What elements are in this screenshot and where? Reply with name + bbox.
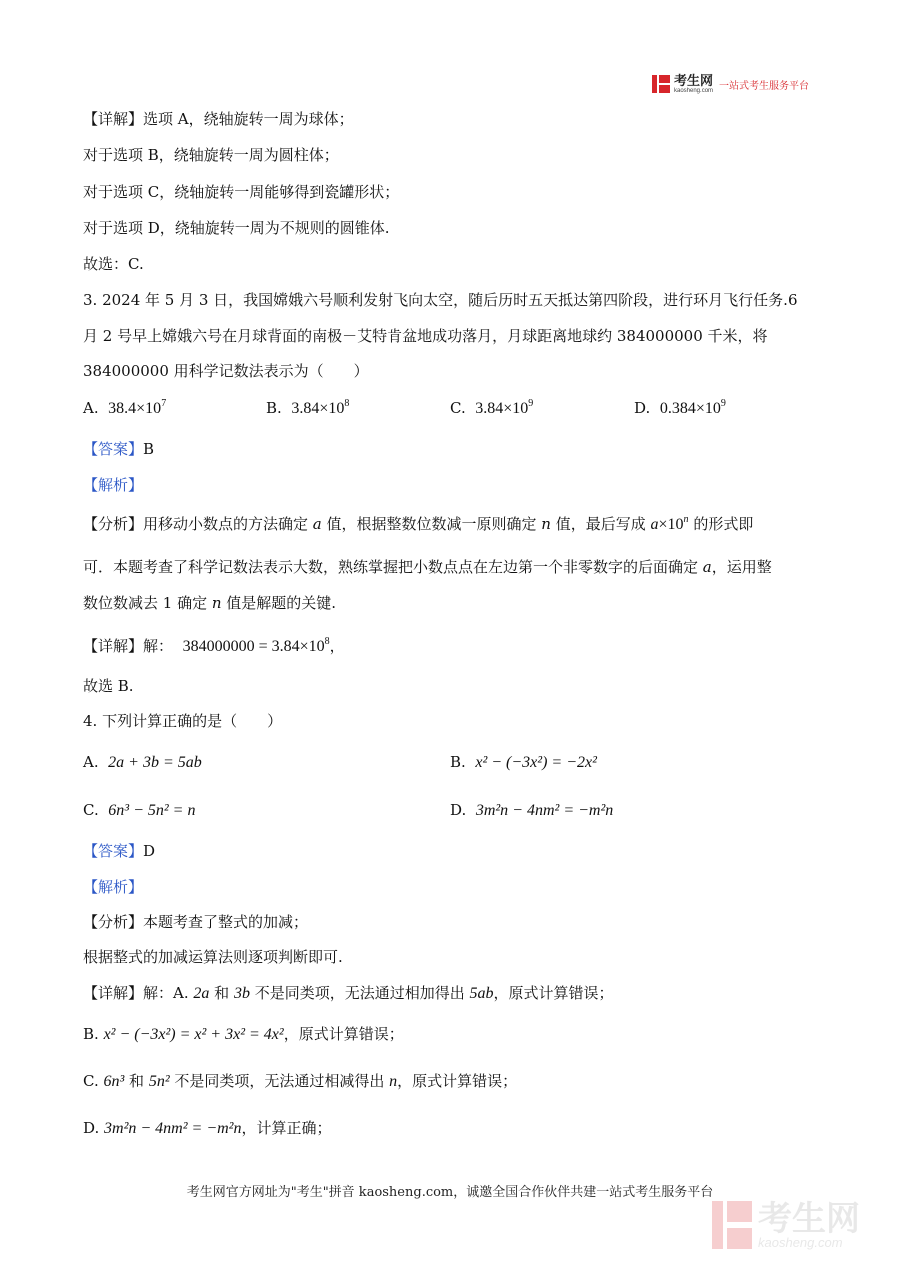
q4-answer xyxy=(83,841,155,861)
q2-detail-line-4: 对于选项 D，绕轴旋转一周为不规则的圆锥体. xyxy=(83,219,390,237)
q3-fenxi-line-2: 可．本题考查了科学记数法表示大数，熟练掌握把小数点点在左边第一个非零数字的后面确定 a，运用整 xyxy=(83,558,772,576)
q4-option-c: C. 6n³ − 5n² = n xyxy=(83,801,196,819)
q3-analysis-tag: 【解析】 xyxy=(83,476,144,494)
q4-analysis-tag: 【解析】 xyxy=(83,878,144,896)
option-expression: x² − (−3x²) = −2x² xyxy=(475,754,597,771)
kaosheng-logo-icon xyxy=(652,75,670,93)
q4-detail-d: D. 3m²n − 4nm² = −m²n，计算正确； xyxy=(83,1119,332,1137)
q4-detail-a: 【详解】解：A. 2a 和 3b 不是同类项，无法通过相加得出 5ab，原式计算错误； xyxy=(83,984,614,1002)
answer-tag: 【答案】 xyxy=(83,842,144,860)
watermark-name: 考生网 xyxy=(758,1199,860,1238)
q3-option-b xyxy=(266,398,349,419)
q3-option-d xyxy=(634,398,726,419)
answer-tag: 【答案】 xyxy=(83,440,144,458)
q2-choose-line: 故选：C. xyxy=(83,255,144,273)
q3-stem-line-3: 384000000 用科学记数法表示为（ ） xyxy=(83,362,369,380)
option-expression: 2a + 3b = 5ab xyxy=(108,754,202,771)
q3-option-c xyxy=(450,398,533,419)
logo-slogan: 一站式考生服务平台 xyxy=(719,80,810,92)
q4-option-a: A. 2a + 3b = 5ab xyxy=(83,753,202,771)
q4-fenxi-line-2: 根据整式的加减运算法则逐项判断即可. xyxy=(83,948,343,966)
q3-detail-line: 【详解】解： $384000000 = 3.84\times 10^8$， xyxy=(83,636,345,655)
logo-domain: kaosheng.com xyxy=(674,88,714,94)
option-expression: $0.384\times 10^9$ xyxy=(659,398,726,417)
kaosheng-watermark-icon xyxy=(712,1201,752,1249)
logo-name: 考生网 xyxy=(674,73,714,88)
page-footer: 考生网官方网址为"考生"拼音 kaosheng.com，诚邀全国合作伙伴共建一站式考生服务平台 xyxy=(186,1185,714,1200)
option-expression: 6n³ − 5n² = n xyxy=(108,802,196,819)
q3-answer xyxy=(83,439,154,459)
option-label: D. xyxy=(634,399,651,417)
q3-fenxi-line-1: 【分析】用移动小数点的方法确定 a 值，根据整数位数减一原则确定 n 值，最后写成 $a\times 10^n$ 的形式即 xyxy=(83,514,754,533)
option-expression: $38.4\times 10^7$ xyxy=(108,398,167,417)
answer-value: B xyxy=(143,440,155,458)
q3-choose-line: 故选 B. xyxy=(83,677,134,695)
q2-detail-line-2: 对于选项 B，绕轴旋转一周为圆柱体； xyxy=(83,146,339,164)
q3-stem-line-1: 3. 2024 年 5 月 3 日，我国嫦娥六号顺利发射飞向太空，随后历时五天抵达第四阶段，进行环月飞行任务.6 xyxy=(83,291,798,309)
q4-detail-b: B. x² − (−3x²) = x² + 3x² = 4x²，原式计算错误； xyxy=(83,1025,404,1043)
option-label: B. xyxy=(266,399,282,417)
option-expression: $3.84\times 10^9$ xyxy=(475,398,534,417)
watermark-domain: kaosheng.com xyxy=(758,1234,843,1250)
option-expression: $3.84\times 10^8$ xyxy=(291,398,350,417)
q3-option-a xyxy=(83,398,166,419)
q4-option-d: D. 3m²n − 4nm² = −m²n xyxy=(450,801,614,819)
q2-detail-line-1: 【详解】选项 A，绕轴旋转一周为球体； xyxy=(83,110,354,128)
q3-fenxi-line-3: 数位数减去 1 确定 n 值是解题的关键. xyxy=(83,594,337,612)
q2-detail-line-3: 对于选项 C，绕轴旋转一周能够得到瓷罐形状； xyxy=(83,183,400,201)
option-label: A. xyxy=(83,399,99,417)
q4-option-b: B. x² − (−3x²) = −2x² xyxy=(450,753,597,771)
q4-fenxi-line-1: 【分析】本题考查了整式的加减； xyxy=(83,913,309,931)
header-logo xyxy=(652,71,809,97)
answer-value: D xyxy=(143,842,156,860)
option-label: C. xyxy=(450,399,466,417)
q4-stem: 4. 下列计算正确的是（ ） xyxy=(83,712,283,730)
q3-stem-line-2: 月 2 号早上嫦娥六号在月球背面的南极－艾特肯盆地成功落月，月球距离地球约 384000000 千米，将 xyxy=(83,327,768,345)
q4-detail-c: C. 6n³ 和 5n² 不是同类项，无法通过相减得出 n，原式计算错误； xyxy=(83,1072,518,1090)
option-expression: 3m²n − 4nm² = −m²n xyxy=(475,802,614,819)
watermark-logo xyxy=(712,1201,860,1249)
